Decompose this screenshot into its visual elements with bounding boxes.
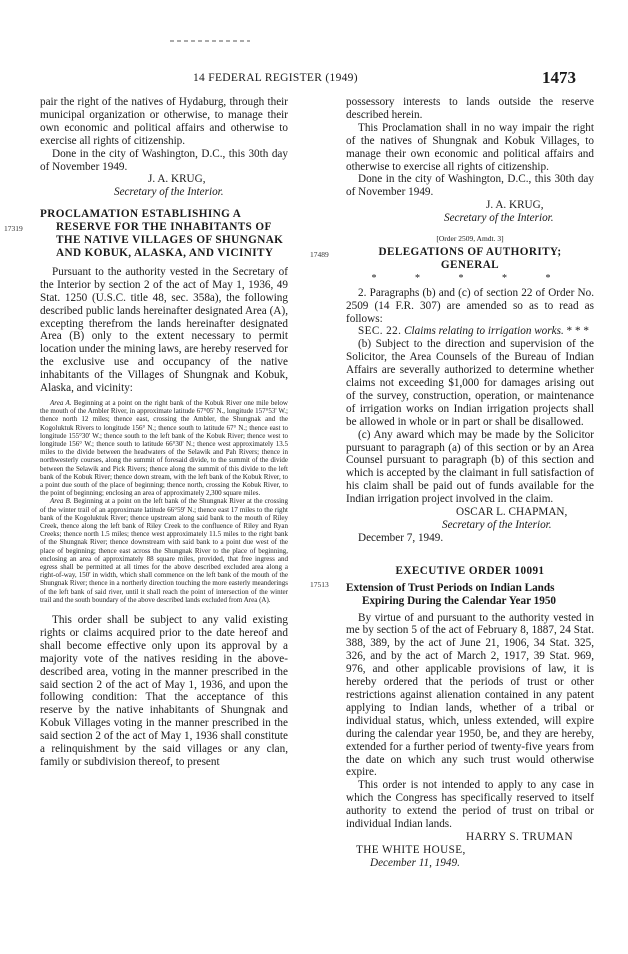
proclamation-title: PROCLAMATION ESTABLISHING A RESERVE FOR THE INHABITANTS OF THE NATIVE VILLAGES OF SHUNGNAK AND KOBUK, ALASKA, AND VICINITY [40, 208, 284, 259]
right-column [346, 96, 594, 870]
delegations-title: DELEGATIONS OF AUTHORITY; GENERAL [378, 245, 562, 271]
area-a-text: Beginning at a point on the right bank of the Kobuk River one mile below the mouth of the Ambler River, in approximate latitude 67°05' N., longitude 157°53' W.; thence north 12 miles; thence east, crossing the Ambler, the Shungnak and the Kogoluktuk Rivers to longitude 156° N.; thence south to latitude 67° N.; thence east to longitude 155°30' W.; thence south to the left bank of the Kobuk River; thence west to longitude 156° W.; thence south to latitude 66°30' N.; thence west approximately 13.5 miles to the divide between the headwaters of the Selawik and Pah Rivers; thence in northwesterly courses, along the summit of foresaid divide, to the summit of the divide between the Selawik and Pick Rivers; thence along the summit of this divide to the left bank of the Kobuk River; thence down stream, with the left bank of the Kobuk River, to a point due south of the place of beginning; thence north, crossing the Kobuk River, to the point of beginning; enclosing an area of approximately 2,300 square miles. [40, 398, 288, 498]
area-descriptions [40, 399, 288, 604]
signature-name: J. A. KRUG, [148, 173, 206, 186]
proclamation-paragraph: This Proclamation shall in no way impair the right of the natives of Shungnak and Kobuk Villages, to manage their own economic and political affairs and otherwise to exercise all rights of citizenship. [346, 121, 594, 173]
signature-title: Secretary of the Interior. [442, 519, 552, 531]
running-head: 14 FEDERAL REGISTER (1949) [193, 72, 358, 84]
executive-order-paragraph-2: This order is not intended to apply to any case in which the Congress has specifically reserved to itself authority to extend the period of trust on tribal or individual Indian lands. [346, 779, 594, 831]
signature-name: OSCAR L. CHAPMAN, [456, 506, 568, 519]
done-line: Done in the city of Washington, D.C., this 30th day of November 1949. [40, 147, 288, 173]
order-reference: [Order 2509, Amdt. 3] [436, 234, 504, 244]
done-line: Done in the city of Washington, D.C., this 30th day of November 1949. [346, 173, 594, 199]
margin-document-number: 17489 [310, 250, 329, 259]
executive-order-title: EXECUTIVE ORDER 10091 [395, 564, 545, 577]
scan-mark [170, 40, 250, 42]
white-house-line: THE WHITE HOUSE, [356, 843, 466, 856]
area-a-label: Area A. [50, 398, 72, 407]
area-b-text: Beginning at a point on the left bank of the Shungnak River at the crossing of the winter trail of an approximate latitude 66°59' N.; thence east 17 miles to the right bank of the Kogoluktuk River; thence upstream along said bank to the mouth of Riley Creek, thence along the left bank of Riley Creek to the confluence of Riley and Ryan Creeks; thence north 1.5 miles; thence west approximately 11.5 miles to the right bank of the Shungnak River; thence downstream with said bank to a point due west of the place of beginning; thence east across the Shungnak River to the place of beginning, enclosing an area of approximately 88 square miles, provided, that free ingress and egress shall be permitted at all times for the above described excluded area along a right-of-way, 150' in width, which shall commence on the left bank of the mouth of the Shungnak River; thence in a northerly direction touching the more easterly meanderings of the left bank of said river, until it shall reach the point of intersection of the winter trail and the south boundary of the above described lands excluded from Area (A). [40, 497, 289, 604]
executive-order-paragraph-1: By virtue of and pursuant to the authority vested in me by section 5 of the act of February 8, 1887, 24 Stat. 388, 389, by the act of June 21, 1906, 34 Stat. 325, 326, and by the act of March 2, 1917, 39 Stat. 969, 976, and other applicable provisions of law, it is hereby ordered that the periods of trust or other restrictions against alienation contained in any patent applying to Indian lands, whether of a tribal or individual status, which, unless extended, will expire during the calendar year 1950, be, and they are hereby, extended for a further period of twenty-five years from the date on which any such trust would otherwise expire. [346, 611, 594, 779]
signature-date: December 7, 1949. [358, 531, 444, 544]
section-label: SEC. 22. [358, 325, 402, 338]
page-number: 1473 [542, 68, 576, 87]
paragraph-b: (b) Subject to the direction and supervision of the Solicitor, the Area Counsels of the Bureau of Indian Affairs are severally authorized to determine whether claims not exceeding $1,000 for damages arising out of the survey, construction, operation, or maintenance of irrigation works on Indian irrigation projects shall be allowed in whole or in part or shall be disallowed. [346, 338, 594, 428]
proclamation-body: Pursuant to the authority vested in the Secretary of the Interior by section 2 of the act of May 1, 1936, 49 Stat. 1250 (U.S.C. title 48, sec. 358a), the following described public lands hereinafter designated Area (A), excepting therefrom the lands hereinafter designated Area (B) only to the extent necessary to permit location under the mining laws, are hereby reserved for the exclusive use and occupancy of the native inhabitants of the Villages of Shungnak and Kobuk, Alaska, and vicinity: [40, 265, 288, 395]
order-paragraph: This order shall be subject to any valid existing rights or claims acquired prior to the date hereof and shall become effective only upon its approval by a majority vote of the natives residing in the above-described area, voting in the manner prescribed in the said section 2 of the act of May 1, 1936, and upon the following condition: That the acceptance of this reserve by the native inhabitants of Shungnak and Kobuk Villages voting in the manner prescribed in the said section 2 of the act of May 1, 1936 shall constitute a relinquishment by the said villages or any clan, family or subdivision thereof, to present [40, 614, 288, 768]
signature-title: Secretary of the Interior. [444, 212, 554, 225]
margin-document-number: 17513 [310, 580, 329, 589]
continued-paragraph: possessory interests to lands outside the reserve described herein. [346, 96, 594, 121]
page-header [0, 70, 628, 90]
continued-paragraph: pair the right of the natives of Hydaburg, through their municipal organization or otherwise, to manage their own economic and political affairs and otherwise to exercise all rights of citizenship. [40, 96, 288, 147]
omission-stars: * * * * * [371, 272, 569, 284]
margin-document-number: 17319 [4, 224, 23, 233]
paragraph-c: (c) Any award which may be made by the Solicitor pursuant to paragraph (a) of this section or by an Area Counsel pursuant to paragraph (b) of this section and which is accepted by the claimant in full satisfaction of his claim shall be paid out of funds available for the Indian irrigation project involved in the claim. [346, 428, 594, 506]
section-stars: * * * [566, 325, 589, 338]
section-title: Claims relating to irrigation works. [404, 325, 564, 338]
executive-order-subtitle: Extension of Trust Periods on Indian Lands Expiring During the Calendar Year 1950 [346, 581, 557, 607]
executive-order-date: December 11, 1949. [370, 856, 460, 869]
signature-title: Secretary of the Interior. [114, 186, 224, 199]
signature-name: J. A. KRUG, [486, 199, 544, 212]
left-column [40, 96, 288, 769]
president-signature: HARRY S. TRUMAN [466, 830, 574, 843]
area-b-label: Area B. [50, 497, 72, 506]
paragraph-2: 2. Paragraphs (b) and (c) of section 22 of Order No. 2509 (14 F.R. 307) are amended so as to read as follows: [346, 286, 594, 325]
